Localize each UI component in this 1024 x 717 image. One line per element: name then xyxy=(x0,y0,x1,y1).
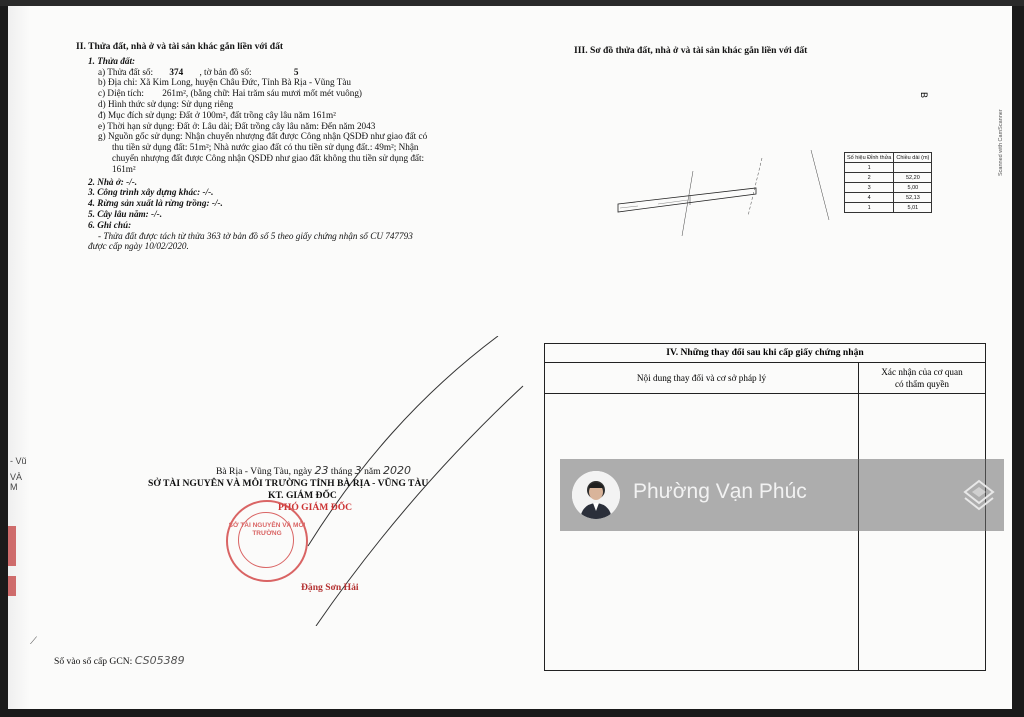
table-row xyxy=(845,193,932,203)
watermark-banner xyxy=(560,459,1004,531)
changes-col-content: Nội dung thay đổi và cơ sở pháp lý xyxy=(545,363,859,393)
length-cell: 5,01 xyxy=(894,203,932,213)
parcel-shape xyxy=(618,188,756,212)
north-label: B xyxy=(919,91,930,99)
issue-month: 3 xyxy=(354,464,362,477)
note-line: được cấp ngày 10/02/2020. xyxy=(88,241,189,252)
section-title: II. Thửa đất, nhà ở và tài sản khác gắn liền với đất xyxy=(76,41,284,52)
origin-row: thu tiền sử dụng đất: 51m²; Nhà nước giao đất có thu tiền sử dụng đất.: 49m²; Nhận xyxy=(112,142,419,153)
changes-title: IV. Những thay đổi sau khi cấp giấy chứng nhận xyxy=(545,344,985,363)
table-header: Chiều dài (m) xyxy=(894,153,932,163)
length-cell: 52,20 xyxy=(894,173,932,183)
year-label: năm xyxy=(364,466,381,477)
confirm-line-2: có thẩm quyền xyxy=(894,379,950,389)
edge-red-mark xyxy=(8,576,16,596)
parcel-row xyxy=(76,67,506,78)
length-cell: 52,13 xyxy=(894,193,932,203)
changes-col-confirm xyxy=(859,363,985,393)
forest-row: 4. Rừng sản xuất là rừng trồng: -/-. xyxy=(88,198,223,209)
notes-heading: 6. Ghi chú: xyxy=(88,219,132,230)
origin-row: g) Nguồn gốc sử dụng: Nhận chuyển nhượng đất được Công nhận QSDĐ như giao đất có xyxy=(98,131,428,142)
trees-row: 5. Cây lâu năm: -/-. xyxy=(88,208,163,219)
month-label: tháng xyxy=(330,466,353,477)
table-header: Số hiệu Đỉnh thửa xyxy=(845,153,894,163)
issuing-agency: SỞ TÀI NGUYÊN VÀ MÔI TRƯỜNG TỈNH BÀ RỊA - VŨNG TÀU xyxy=(148,478,429,489)
confirm-line-1: Xác nhận của cơ quan xyxy=(881,367,963,377)
changes-header xyxy=(545,363,985,394)
table-row xyxy=(845,163,932,173)
edge-text-2: VÀ M xyxy=(10,472,23,492)
land-info-section xyxy=(76,42,506,252)
registry-label: Số vào sổ cấp GCN: xyxy=(54,656,133,667)
note-line: - Thửa đất được tách từ thửa 363 tờ bản đồ số 5 theo giấy chứng nhận số CU 747793 xyxy=(98,230,413,241)
corner-mark: ⟋ xyxy=(30,636,37,647)
issue-date xyxy=(216,464,411,477)
parcel-label: a) Thửa đất số: xyxy=(98,66,154,77)
origin-row: chuyển nhượng đất được Công nhận QSDĐ như giao đất không thu tiền sử dụng đất: xyxy=(112,152,425,163)
purpose-row: đ) Mục đích sử dụng: Đất ở 100m², đất trồng cây lâu năm 161m² xyxy=(98,109,336,120)
vertex-cell: 1 xyxy=(845,163,894,173)
table-row xyxy=(845,203,932,213)
signer-name: Đặng Sơn Hải xyxy=(301,582,359,593)
registry-number xyxy=(54,654,185,667)
vertex-cell: 4 xyxy=(845,193,894,203)
vertex-cell: 2 xyxy=(845,173,894,183)
table-row xyxy=(845,183,932,193)
sketch-title: III. Sơ đồ thửa đất, nhà ở và tài sản khác gắn liền với đất xyxy=(574,45,808,56)
boundary-line xyxy=(748,158,762,216)
page-left-edge xyxy=(8,6,30,709)
edge-red-mark xyxy=(8,526,16,566)
construction-row: 3. Công trình xây dựng khác: -/-. xyxy=(88,187,214,198)
vertex-cell: 3 xyxy=(845,183,894,193)
deputy-title: PHÓ GIÁM ĐỐC xyxy=(278,502,353,513)
house-row: 2. Nhà ở: -/-. xyxy=(88,176,138,187)
changes-body-left xyxy=(545,394,859,670)
map-label: , tờ bản đồ số: xyxy=(199,66,252,77)
address-row: b) Địa chỉ: Xã Kim Long, huyện Châu Đức, Tỉnh Bà Rịa - Vũng Tàu xyxy=(98,77,352,88)
official-seal xyxy=(226,500,308,582)
duration-row: e) Thời hạn sử dụng: Đất ở: Lâu dài; Đất trồng cây lâu năm: Đến năm 2043 xyxy=(98,120,376,131)
scanner-mark: Scanned with CamScanner xyxy=(998,109,1004,176)
land-heading: 1. Thửa đất: xyxy=(88,55,136,66)
area-row xyxy=(76,88,506,99)
issue-day: 23 xyxy=(314,464,329,477)
watermark-name: Phường Vạn Phúc xyxy=(633,480,807,503)
issue-year: 2020 xyxy=(383,464,411,477)
edge-text-1: - Vũ xyxy=(10,456,27,466)
changes-body xyxy=(545,394,985,670)
origin-row: 161m² xyxy=(112,163,136,174)
seal-text: SỞ TÀI NGUYÊN VÀ MÔI TRƯỜNG xyxy=(228,522,306,537)
length-cell: 5,00 xyxy=(894,183,932,193)
certificate-page xyxy=(8,6,1012,709)
table-header-row xyxy=(845,153,932,163)
vertex-cell: 1 xyxy=(845,203,894,213)
area-value: 261m², (bằng chữ: Hai trăm sáu mươi mốt mét vuông) xyxy=(162,88,362,99)
map-number: 5 xyxy=(293,66,299,77)
road-line xyxy=(811,150,829,220)
parcel-number: 374 xyxy=(169,66,184,77)
coordinates-table xyxy=(844,152,932,213)
person-avatar-icon xyxy=(572,471,620,519)
director-title: KT. GIÁM ĐỐC xyxy=(268,490,337,501)
registry-value: CS05389 xyxy=(134,654,185,667)
issue-place: Bà Rịa - Vũng Tàu, ngày xyxy=(216,466,313,477)
table-row xyxy=(845,173,932,183)
usage-form-row: d) Hình thức sử dụng: Sử dụng riêng xyxy=(98,98,234,109)
length-cell xyxy=(894,163,932,173)
area-label: c) Diện tích: xyxy=(98,88,144,99)
layers-diamond-icon xyxy=(962,478,996,512)
